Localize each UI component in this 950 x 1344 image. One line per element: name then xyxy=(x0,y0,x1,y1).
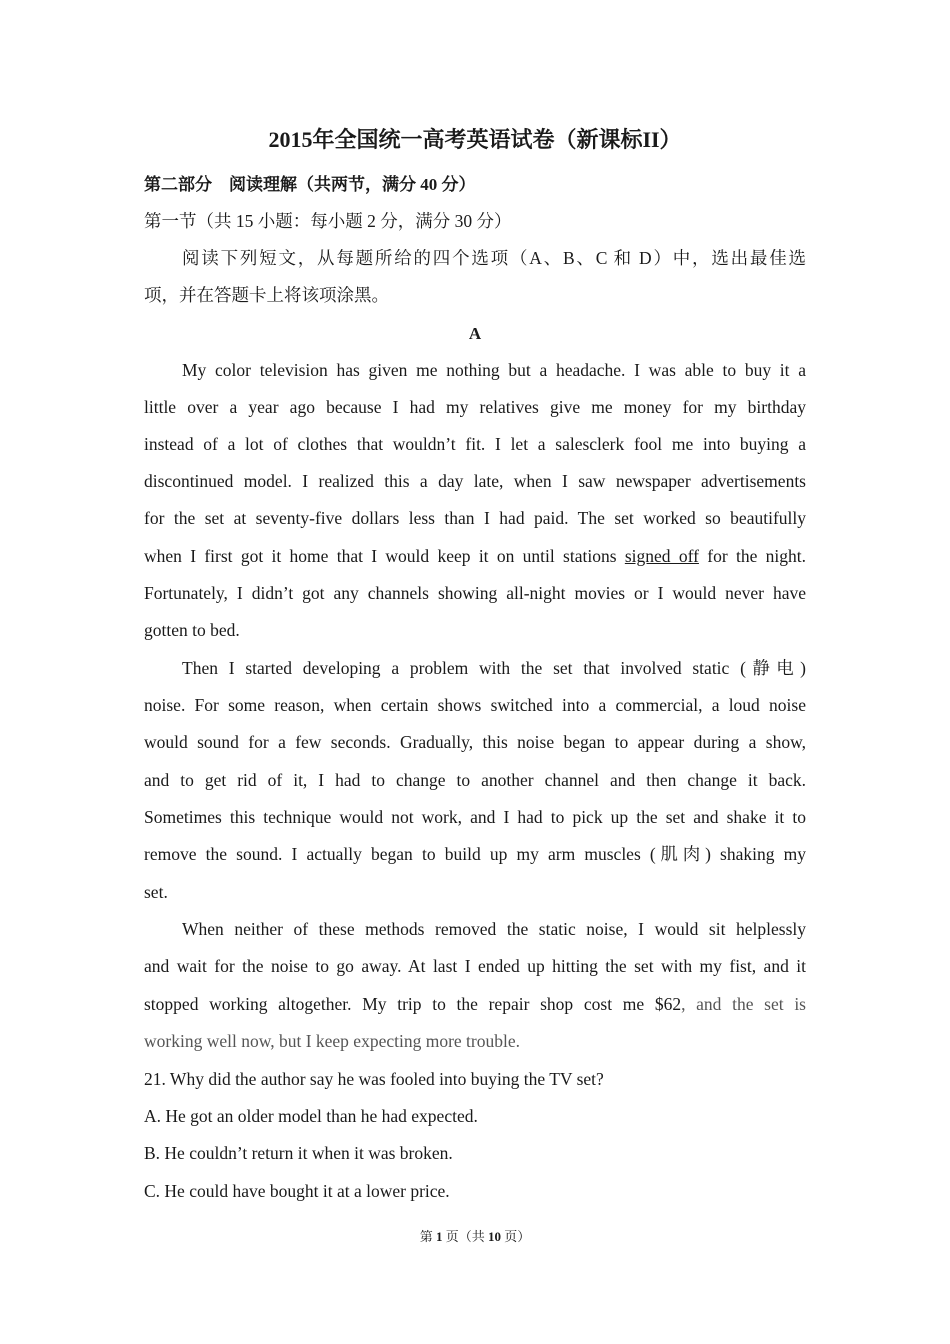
option-a: A. He got an older model than he had expected. xyxy=(144,1106,478,1126)
passage-line: When neither of these methods removed the static noise, I would sit helplessly xyxy=(182,919,806,939)
part-heading: 第二部分 阅读理解（共两节，满分 40 分） xyxy=(144,175,476,194)
option-b: B. He couldn’t return it when it was broken. xyxy=(144,1143,453,1163)
passage-line: Fortunately, I didn’t got any channels showing all-night movies or I would never have xyxy=(144,583,806,603)
option-c: C. He could have bought it at a lower price. xyxy=(144,1181,450,1201)
footer-prefix: 第 xyxy=(419,1229,436,1244)
passage-line: for the set at seventy-five dollars less than I had paid. The set worked so beautifully xyxy=(144,508,806,528)
passage-line: noise. For some reason, when certain shows switched into a commercial, a loud noise xyxy=(144,695,806,715)
instructions-line-1: 阅读下列短文，从每题所给的四个选项（A、B、C 和 D）中，选出最佳选 xyxy=(182,248,806,268)
page-footer xyxy=(0,1227,950,1247)
passage-line: little over a year ago because I had my relatives give me money for my birthday xyxy=(144,397,806,417)
footer-middle: 页（共 xyxy=(442,1229,488,1244)
passage-text: when I first got it home that I would keep it on until stations xyxy=(144,546,625,566)
passage-line: and wait for the noise to go away. At last I ended up hitting the set with my fist, and it xyxy=(144,956,806,976)
passage-line: Then I started developing a problem with the set that involved static (静电) xyxy=(182,658,806,678)
passage-line: Sometimes this technique would not work, and I had to pick up the set and shake it to xyxy=(144,807,806,827)
question-stem: 21. Why did the author say he was fooled into buying the TV set? xyxy=(144,1069,604,1089)
passage-line: remove the sound. I actually began to build up my arm muscles (肌肉) shaking my xyxy=(144,844,806,864)
passage-text: stopped working altogether. My trip to the repair shop cost me $62 xyxy=(144,994,682,1014)
exam-title: 2015年全国统一高考英语试卷（新课标II） xyxy=(268,127,682,152)
passage-label: A xyxy=(468,324,482,343)
footer-page-number: 1 xyxy=(435,1229,443,1244)
instructions-line-2: 项，并在答题卡上将该项涂黑。 xyxy=(144,285,389,305)
passage-line xyxy=(144,538,806,575)
section-heading: 第一节（共 15 小题：每小题 2 分，满分 30 分） xyxy=(144,211,512,231)
passage-line: set. xyxy=(144,882,168,902)
passage-line: and to get rid of it, I had to change to another channel and then change it back. xyxy=(144,770,806,790)
passage-text-grey: , and the set is xyxy=(681,994,806,1014)
footer-suffix: 页） xyxy=(501,1229,531,1244)
passage-line xyxy=(144,986,806,1023)
passage-line: working well now, but I keep expecting more trouble. xyxy=(144,1031,520,1051)
passage-line: gotten to bed. xyxy=(144,620,240,640)
passage-line: My color television has given me nothing but a headache. I was able to buy it a xyxy=(182,360,806,380)
passage-text: for the night. xyxy=(698,546,806,566)
passage-line: would sound for a few seconds. Gradually, this noise began to appear during a show, xyxy=(144,732,806,752)
underlined-phrase: signed off xyxy=(624,546,699,566)
passage-line: discontinued model. I realized this a day late, when I saw newspaper advertisements xyxy=(144,471,806,491)
passage-line: instead of a lot of clothes that wouldn’t fit. I let a salesclerk fool me into buying a xyxy=(144,434,806,454)
footer-total-pages: 10 xyxy=(488,1229,501,1244)
